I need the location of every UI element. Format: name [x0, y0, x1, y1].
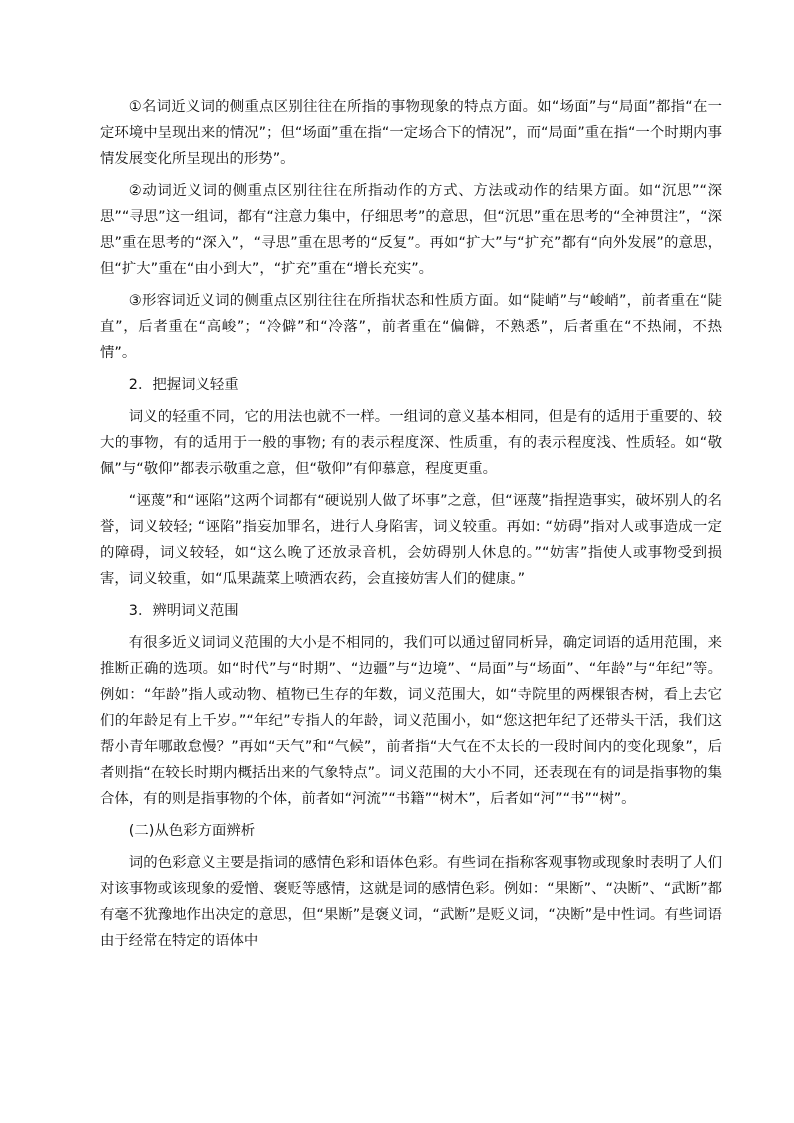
- adjective-synonyms-paragraph: ③形容词近义词的侧重点区别往往在所指状态和性质方面。如“陡峭”与“峻峭”，前者重在“陡直”，后者重在“高峻”；“冷僻”和“冷落”，前者重在“偏僻，不熟悉”，后者重在“不热闹，不热情”。: [100, 293, 722, 361]
- section-heading-word-weight: 2．把握词义轻重: [128, 377, 239, 393]
- section-heading-color: (二)从色彩方面辨析: [128, 823, 256, 839]
- section-heading-word-scope: 3．辨明词义范围: [128, 603, 239, 619]
- color-paragraph: 词的色彩意义主要是指词的感情色彩和语体色彩。有些词在指称客观事物或现象时表明了人们对该事物或该现象的爱憎、褒贬等感情，这就是词的感情色彩。例如：“果断”、“决断”、“武断”都有毫不犹豫地作出决定的意思，但“果断”是褒义词，“武断”是贬义词，“决断”是中性词。有些词语由于经常在特定的语体中: [100, 855, 722, 949]
- slander-example-paragraph: “诬蔑”和“诬陷”这两个词都有“硬说别人做了坏事”之意，但“诬蔑”指捏造事实，破坏别人的名誉，词义较轻; “诬陷”指妄加罪名，进行人身陷害，词义较重。再如: “妨碍”指对人或事造成一定的障碍，词义较轻，如“这么晚了还放录音机，会妨碍别人休息的。”“妨害”指使人或事物受到损害，词义较重，如“瓜果蔬菜上喷洒农药，会直接妨害人们的健康。”: [100, 493, 722, 587]
- noun-synonyms-paragraph: ①名词近义词的侧重点区别往往在所指的事物现象的特点方面。如“场面”与“局面”都指“在一定环境中呈现出来的情况”；但“场面”重在指“一定场合下的情况”，而“局面”重在指“一个时期内事情发展变化所呈现出的形势”。: [100, 99, 722, 167]
- verb-synonyms-paragraph: ②动词近义词的侧重点区别往往在所指动作的方式、方法或动作的结果方面。如“沉思”“深思”“寻思”这一组词，都有“注意力集中，仔细思考”的意思，但“沉思”重在思考的“全神贯注”，“深思”重在思考的“深入”，“寻思”重在思考的“反复”。再如“扩大”与“扩充”都有“向外发展”的意思，但“扩大”重在“由小到大”，“扩充”重在“增长充实”。: [100, 183, 722, 277]
- word-scope-paragraph: 有很多近义词词义范围的大小是不相同的，我们可以通过留同析异，确定词语的适用范围，来推断正确的选项。如“时代”与“时期”、“边疆”与“边境”、“局面”与“场面”、“年龄”与“年纪”等。例如：“年龄”指人或动物、植物已生存的年数，词义范围大，如“寺院里的两棵银杏树，看上去它们的年龄足有上千岁。”“年纪”专指人的年龄，词义范围小，如“您这把年纪了还带头干活，我们这帮小青年哪敢怠慢？”再如“天气”和“气候”，前者指“大气在不太长的一段时间内的变化现象”，后者则指“在较长时期内概括出来的气象特点”。词义范围的大小不同，还表现在有的词是指事物的集合体，有的则是指事物的个体，前者如“河流”“书籍”“树木”，后者如“河”“书”“树”。: [100, 635, 722, 807]
- document-page: [100, 94, 722, 960]
- word-weight-paragraph: 词义的轻重不同，它的用法也就不一样。一组词的意义基本相同，但是有的适用于重要的、较大的事物，有的适用于一般的事物; 有的表示程度深、性质重，有的表示程度浅、性质轻。如“敬佩”与“敬仰”都表示敬重之意，但“敬仰”有仰慕意，程度更重。: [100, 409, 722, 477]
